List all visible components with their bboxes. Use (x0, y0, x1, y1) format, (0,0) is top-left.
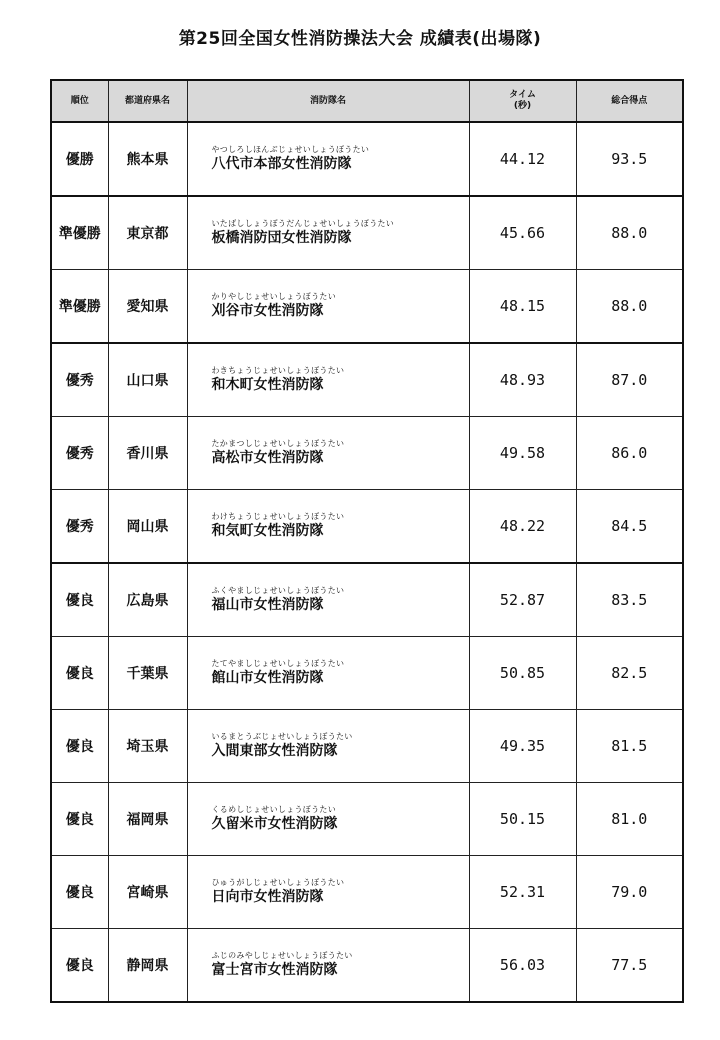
team-name: 福山市女性消防隊 (211, 597, 324, 613)
team-cell (187, 710, 469, 783)
table-row (51, 490, 683, 564)
rank-cell: 優秀 (51, 417, 108, 490)
team-cell (187, 783, 469, 856)
header-time-label: タイム (509, 90, 536, 101)
prefecture-cell: 熊本県 (108, 122, 187, 196)
team-name: 高松市女性消防隊 (211, 450, 324, 466)
time-cell: 50.15 (469, 783, 576, 856)
team-furigana: いたばししょうぼうだんじょせいしょうぼうたい (211, 219, 395, 228)
team-cell (187, 343, 469, 417)
score-cell: 81.0 (576, 783, 683, 856)
time-cell: 49.35 (469, 710, 576, 783)
team-furigana: ひゅうがしじょせいしょうぼうたい (211, 878, 345, 887)
team-name: 日向市女性消防隊 (211, 889, 324, 905)
score-cell: 83.5 (576, 563, 683, 637)
prefecture-cell: 山口県 (108, 343, 187, 417)
time-cell: 49.58 (469, 417, 576, 490)
team-cell (187, 490, 469, 564)
team-furigana: わきちょうじょせいしょうぼうたい (211, 366, 345, 375)
table-row (51, 710, 683, 783)
team-furigana: いるまとうぶじょせいしょうぼうたい (211, 732, 353, 741)
team-cell (187, 270, 469, 344)
table-header-row (51, 80, 683, 122)
time-cell: 48.22 (469, 490, 576, 564)
time-cell: 56.03 (469, 929, 576, 1003)
team-furigana: ふくやましじょせいしょうぼうたい (211, 586, 345, 595)
team-name: 板橋消防団女性消防隊 (211, 230, 352, 246)
prefecture-cell: 香川県 (108, 417, 187, 490)
rank-cell: 優勝 (51, 122, 108, 196)
score-cell: 88.0 (576, 196, 683, 270)
rank-cell: 優秀 (51, 343, 108, 417)
header-rank: 順位 (51, 80, 108, 122)
time-cell: 44.12 (469, 122, 576, 196)
score-cell: 77.5 (576, 929, 683, 1003)
score-cell: 88.0 (576, 270, 683, 344)
rank-cell: 優良 (51, 856, 108, 929)
table-row (51, 196, 683, 270)
time-cell: 48.93 (469, 343, 576, 417)
prefecture-cell: 東京都 (108, 196, 187, 270)
rank-cell: 優良 (51, 783, 108, 856)
team-name: 館山市女性消防隊 (211, 670, 324, 686)
table-row (51, 343, 683, 417)
team-furigana: やつしろしほんぶじょせいしょうぼうたい (211, 145, 370, 154)
prefecture-cell: 福岡県 (108, 783, 187, 856)
time-cell: 52.87 (469, 563, 576, 637)
team-name: 和気町女性消防隊 (211, 523, 324, 539)
team-name: 富士宮市女性消防隊 (211, 962, 338, 978)
score-cell: 82.5 (576, 637, 683, 710)
table-row (51, 563, 683, 637)
team-furigana: かりやしじょせいしょうぼうたい (211, 292, 336, 301)
header-team: 消防隊名 (187, 80, 469, 122)
time-cell: 48.15 (469, 270, 576, 344)
header-score: 総合得点 (576, 80, 683, 122)
header-prefecture: 都道府県名 (108, 80, 187, 122)
rank-cell: 準優勝 (51, 270, 108, 344)
team-name: 刈谷市女性消防隊 (211, 303, 324, 319)
team-cell (187, 196, 469, 270)
rank-cell: 優良 (51, 929, 108, 1003)
score-cell: 86.0 (576, 417, 683, 490)
team-name: 久留米市女性消防隊 (211, 816, 338, 832)
time-cell: 52.31 (469, 856, 576, 929)
table-row (51, 929, 683, 1003)
header-time (469, 80, 576, 122)
team-cell (187, 417, 469, 490)
header-time-unit: (秒) (513, 101, 532, 111)
table-row (51, 122, 683, 196)
team-furigana: ふじのみやしじょせいしょうぼうたい (211, 951, 353, 960)
rank-cell: 優良 (51, 563, 108, 637)
prefecture-cell: 静岡県 (108, 929, 187, 1003)
time-cell: 50.85 (469, 637, 576, 710)
team-furigana: わけちょうじょせいしょうぼうたい (211, 512, 345, 521)
rank-cell: 優良 (51, 637, 108, 710)
table-row (51, 417, 683, 490)
rank-cell: 優秀 (51, 490, 108, 564)
time-cell: 45.66 (469, 196, 576, 270)
prefecture-cell: 岡山県 (108, 490, 187, 564)
team-cell (187, 637, 469, 710)
table-row (51, 783, 683, 856)
team-name: 和木町女性消防隊 (211, 377, 324, 393)
rank-cell: 優良 (51, 710, 108, 783)
table-row (51, 856, 683, 929)
table-row (51, 637, 683, 710)
prefecture-cell: 千葉県 (108, 637, 187, 710)
score-cell: 87.0 (576, 343, 683, 417)
team-name: 八代市本部女性消防隊 (211, 156, 352, 172)
team-cell (187, 929, 469, 1003)
table-row (51, 270, 683, 344)
team-furigana: たかまつしじょせいしょうぼうたい (211, 439, 345, 448)
score-cell: 84.5 (576, 490, 683, 564)
score-cell: 79.0 (576, 856, 683, 929)
team-cell (187, 856, 469, 929)
prefecture-cell: 宮崎県 (108, 856, 187, 929)
rank-cell: 準優勝 (51, 196, 108, 270)
team-furigana: たてやましじょせいしょうぼうたい (211, 659, 345, 668)
score-cell: 81.5 (576, 710, 683, 783)
team-name: 入間東部女性消防隊 (211, 743, 338, 759)
prefecture-cell: 愛知県 (108, 270, 187, 344)
team-furigana: くるめしじょせいしょうぼうたい (211, 805, 336, 814)
prefecture-cell: 埼玉県 (108, 710, 187, 783)
team-cell (187, 122, 469, 196)
page-title: 第25回全国女性消防操法大会 成績表(出場隊) (178, 29, 542, 49)
results-table (50, 79, 684, 1003)
prefecture-cell: 広島県 (108, 563, 187, 637)
team-cell (187, 563, 469, 637)
score-cell: 93.5 (576, 122, 683, 196)
